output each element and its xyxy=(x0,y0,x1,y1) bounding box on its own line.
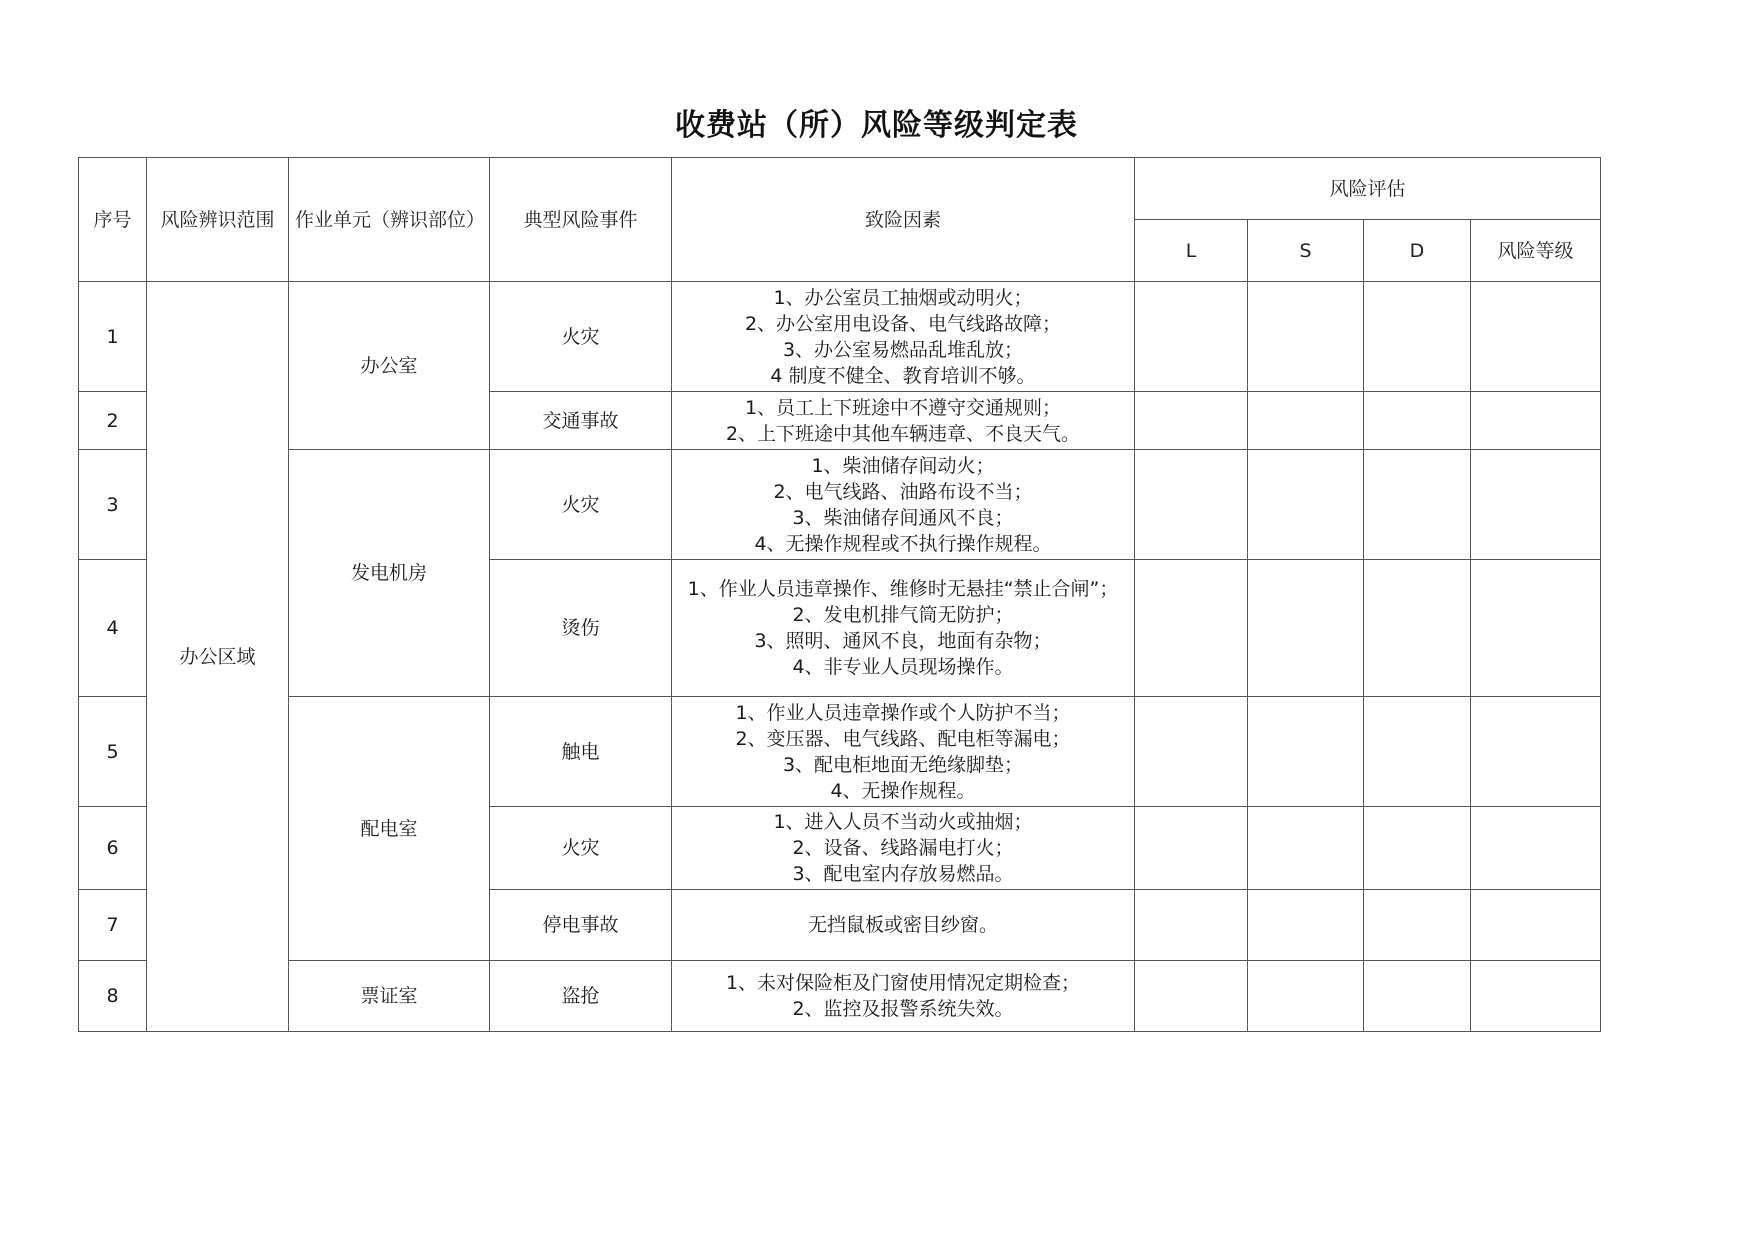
table-row xyxy=(79,450,1601,560)
causes-cell xyxy=(672,807,1135,890)
d-value-cell xyxy=(1364,890,1471,961)
unit-cell: 办公室 xyxy=(289,282,490,450)
table-row xyxy=(79,282,1601,392)
cause-item: 3、照明、通风不良，地面有杂物； xyxy=(754,630,1052,652)
l-value-cell xyxy=(1135,392,1248,450)
causes-cell xyxy=(672,282,1135,392)
header-causes: 致险因素 xyxy=(672,158,1135,282)
risk-level-cell xyxy=(1471,697,1601,807)
header-scope: 风险辨识范围 xyxy=(147,158,289,282)
cause-item: 1、进入人员不当动火或抽烟； xyxy=(773,811,1033,833)
cause-item: 1、员工上下班途中不遵守交通规则； xyxy=(744,396,1062,419)
scope-cell: 办公区域 xyxy=(147,282,289,1032)
risk-level-cell xyxy=(1471,890,1601,961)
header-seq: 序号 xyxy=(79,158,147,282)
s-value-cell xyxy=(1248,392,1364,450)
cause-item: 4 制度不健全、教育培训不够。 xyxy=(770,364,1036,387)
causes-cell xyxy=(672,961,1135,1032)
causes-cell xyxy=(672,450,1135,560)
seq-cell: 8 xyxy=(79,961,147,1032)
risk-level-cell xyxy=(1471,282,1601,392)
s-value-cell xyxy=(1248,961,1364,1032)
cause-item: 2、变压器、电气线路、配电柜等漏电； xyxy=(735,727,1071,750)
seq-cell: 5 xyxy=(79,697,147,807)
s-value-cell xyxy=(1248,560,1364,697)
s-value-cell xyxy=(1248,890,1364,961)
risk-assessment-table xyxy=(78,157,1601,1032)
event-cell: 火灾 xyxy=(490,450,672,560)
seq-cell: 7 xyxy=(79,890,147,961)
d-value-cell xyxy=(1364,392,1471,450)
event-cell: 火灾 xyxy=(490,282,672,392)
risk-level-cell xyxy=(1471,807,1601,890)
cause-item: 2、发电机排气筒无防护； xyxy=(792,604,1014,626)
s-value-cell xyxy=(1248,450,1364,560)
s-value-cell xyxy=(1248,697,1364,807)
unit-cell: 配电室 xyxy=(289,697,490,961)
unit-cell: 发电机房 xyxy=(289,450,490,697)
risk-level-cell xyxy=(1471,961,1601,1032)
risk-level-cell xyxy=(1471,392,1601,450)
cause-item: 4、无操作规程或不执行操作规程。 xyxy=(754,532,1052,555)
seq-cell: 6 xyxy=(79,807,147,890)
cause-item: 2、上下班途中其他车辆违章、不良天气。 xyxy=(725,422,1081,445)
cause-item: 1、柴油储存间动火； xyxy=(811,454,995,477)
header-assessment: 风险评估 xyxy=(1135,158,1601,220)
cause-item: 3、配电柜地面无绝缘脚垫； xyxy=(782,753,1024,776)
cause-item: 4、非专业人员现场操作。 xyxy=(792,656,1014,678)
d-value-cell xyxy=(1364,450,1471,560)
cause-item: 3、配电室内存放易燃品。 xyxy=(792,863,1014,885)
seq-cell: 3 xyxy=(79,450,147,560)
d-value-cell xyxy=(1364,282,1471,392)
cause-item: 4、无操作规程。 xyxy=(830,779,976,802)
cause-item: 2、电气线路、油路布设不当； xyxy=(773,480,1033,503)
page-title: 收费站（所）风险等级判定表 xyxy=(675,108,1078,143)
l-value-cell xyxy=(1135,807,1248,890)
event-cell: 交通事故 xyxy=(490,392,672,450)
causes-cell xyxy=(672,697,1135,807)
cause-item: 1、未对保险柜及门窗使用情况定期检查； xyxy=(725,972,1081,994)
causes-cell xyxy=(672,890,1135,961)
event-cell: 触电 xyxy=(490,697,672,807)
cause-item: 2、监控及报警系统失效。 xyxy=(792,998,1014,1020)
s-value-cell xyxy=(1248,807,1364,890)
d-value-cell xyxy=(1364,560,1471,697)
risk-level-cell xyxy=(1471,450,1601,560)
seq-cell: 2 xyxy=(79,392,147,450)
causes-cell xyxy=(672,560,1135,697)
event-cell: 停电事故 xyxy=(490,890,672,961)
event-cell: 烫伤 xyxy=(490,560,672,697)
event-cell: 火灾 xyxy=(490,807,672,890)
cause-item: 1、作业人员违章操作、维修时无悬挂“禁止合闸”； xyxy=(687,578,1119,600)
cause-item: 1、办公室员工抽烟或动明火； xyxy=(773,286,1033,309)
table-row xyxy=(79,697,1601,807)
l-value-cell xyxy=(1135,697,1248,807)
l-value-cell xyxy=(1135,450,1248,560)
causes-cell xyxy=(672,392,1135,450)
header-d: D xyxy=(1364,220,1471,282)
seq-cell: 1 xyxy=(79,282,147,392)
header-l: L xyxy=(1135,220,1248,282)
header-risk-level: 风险等级 xyxy=(1471,220,1601,282)
seq-cell: 4 xyxy=(79,560,147,697)
d-value-cell xyxy=(1364,961,1471,1032)
header-event: 典型风险事件 xyxy=(490,158,672,282)
l-value-cell xyxy=(1135,890,1248,961)
l-value-cell xyxy=(1135,282,1248,392)
header-unit: 作业单元（辨识部位） xyxy=(289,158,490,282)
s-value-cell xyxy=(1248,282,1364,392)
l-value-cell xyxy=(1135,560,1248,697)
table-row xyxy=(79,961,1601,1032)
event-cell: 盗抢 xyxy=(490,961,672,1032)
header-s: S xyxy=(1248,220,1364,282)
l-value-cell xyxy=(1135,961,1248,1032)
unit-cell: 票证室 xyxy=(289,961,490,1032)
cause-item: 无挡鼠板或密目纱窗。 xyxy=(807,914,998,936)
d-value-cell xyxy=(1364,807,1471,890)
cause-item: 2、办公室用电设备、电气线路故障； xyxy=(744,312,1062,335)
d-value-cell xyxy=(1364,697,1471,807)
cause-item: 2、设备、线路漏电打火； xyxy=(792,837,1014,859)
risk-level-cell xyxy=(1471,560,1601,697)
cause-item: 1、作业人员违章操作或个人防护不当； xyxy=(735,701,1071,724)
cause-item: 3、柴油储存间通风不良； xyxy=(792,506,1014,529)
cause-item: 3、办公室易燃品乱堆乱放； xyxy=(782,338,1024,361)
